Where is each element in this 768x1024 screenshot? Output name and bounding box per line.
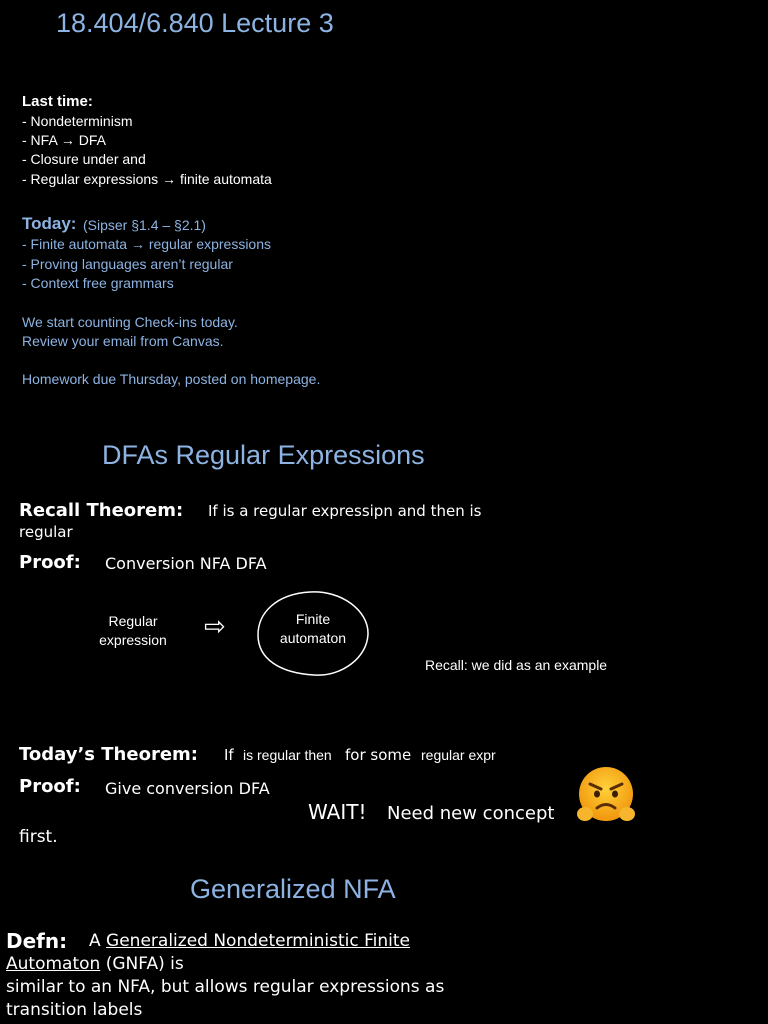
- recall-theorem-text: If is a regular expressipn and then is: [208, 502, 482, 520]
- diagram-automaton-line: Finite: [295, 611, 331, 627]
- today-reference: (Sipser §1.4 – §2.1): [83, 217, 206, 233]
- today-item: - Proving languages aren’t regular: [22, 256, 233, 272]
- last-time-item: - Closure under and: [22, 151, 146, 167]
- today-item: - Context free grammars: [22, 275, 174, 291]
- todays-theorem-label: Today’s Theorem:: [19, 744, 198, 765]
- note-canvas: Review your email from Canvas.: [22, 333, 224, 349]
- defn-term-gnfa: Generalized Nondeterministic Finite: [106, 931, 410, 951]
- defn-abbr: (GNFA) is: [105, 954, 184, 974]
- defn-line3: transition labels: [6, 1000, 143, 1020]
- theorem-regular-expr: regular expr: [421, 747, 496, 763]
- lecture-title: 18.404/6.840 Lecture 3: [56, 8, 334, 38]
- section-title-gnfa: Generalized NFA: [190, 874, 396, 904]
- defn-term-automaton: Automaton: [6, 954, 101, 974]
- proof-label-2: Proof:: [19, 776, 81, 797]
- defn-line2: similar to an NFA, but allows regular expressions as: [6, 977, 445, 997]
- first-text: first.: [19, 827, 58, 847]
- today-item: - Finite automata → regular expressions: [22, 236, 271, 252]
- theorem-if: If: [224, 746, 234, 764]
- recall-note: Recall: we did as an example: [425, 657, 608, 673]
- last-time-heading: Last time:: [22, 93, 93, 110]
- defn-text: [89, 931, 410, 951]
- wait-text: Need new concept: [387, 803, 555, 824]
- note-homework: Homework due Thursday, posted on homepage.: [22, 371, 321, 387]
- theorem-for-some: for some: [345, 746, 412, 764]
- last-time-item: - Regular expressions → finite automata: [22, 171, 272, 187]
- diagram-regex-line: expression: [99, 632, 167, 648]
- defn-a: A: [89, 931, 101, 951]
- note-checkins: We start counting Check-ins today.: [22, 314, 238, 330]
- last-time-item: - NFA → DFA: [22, 132, 107, 148]
- wait-label: WAIT!: [308, 800, 367, 824]
- recall-theorem-label: Recall Theorem:: [19, 500, 184, 521]
- last-time-item: - Nondeterminism: [22, 113, 133, 129]
- theorem-is-regular: is regular then: [243, 747, 332, 763]
- diagram-automaton-line: automaton: [279, 630, 347, 646]
- right-arrow-icon: ⇨: [204, 612, 226, 642]
- section-title-dfa-regex: DFAs Regular Expressions: [102, 440, 425, 470]
- angry-face-icon: [576, 765, 636, 827]
- diagram-regex-line: Regular: [108, 613, 158, 629]
- proof-text-2: Give conversion DFA: [105, 779, 270, 798]
- defn-label: Defn:: [6, 929, 68, 953]
- proof-label: Proof:: [19, 552, 81, 573]
- diagram-automaton-label: [270, 610, 356, 648]
- recall-theorem-text-cont: regular: [19, 523, 73, 541]
- defn-text-cont: [6, 954, 184, 974]
- proof-text: Conversion NFA DFA: [105, 554, 267, 573]
- diagram-regex-label: [96, 612, 170, 650]
- today-heading: Today:: [22, 214, 77, 233]
